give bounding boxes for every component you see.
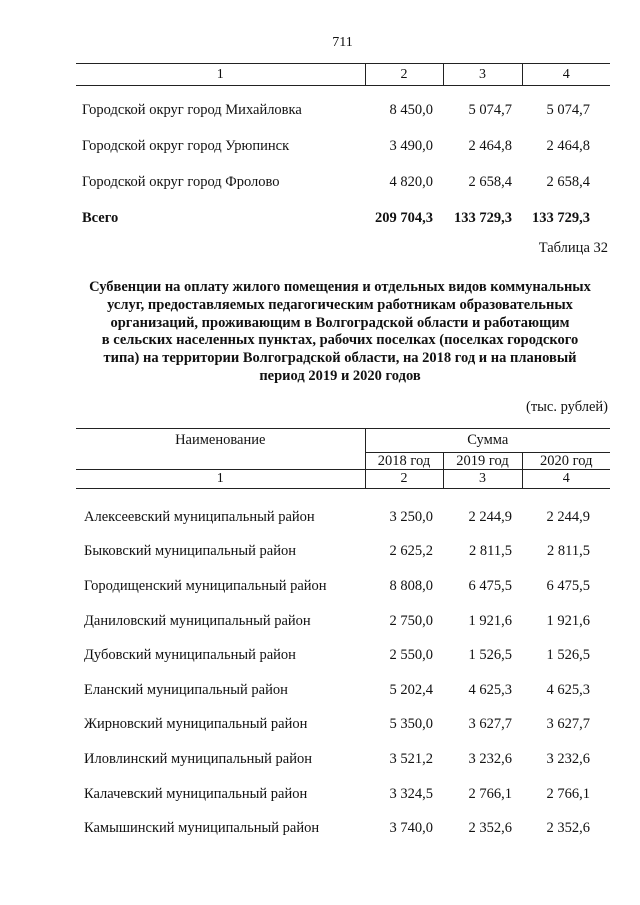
value-2020: 5 074,7 [546,101,590,118]
row-name: Быковский муниципальный район [84,543,296,560]
value-2020: 2 658,4 [546,173,590,190]
column-number: 4 [522,64,610,86]
header-year: 2020 год [522,453,610,470]
table-number: Таблица 32 [538,240,608,256]
table-title [70,279,610,386]
title-line: типа) на территории Волгоградской области, на 2018 год и на плановый [103,350,577,367]
row-name: Городищенский муниципальный район [84,577,327,594]
title-line: период 2019 и 2020 годов [259,367,421,384]
value-2019: 4 625,3 [468,681,512,698]
table-row [76,92,610,128]
value-2019: 3 627,7 [468,716,512,733]
row-name: Городской округ город Михайловка [82,101,302,118]
value-2019: 1 526,5 [468,647,512,664]
header-name: Наименование [76,429,365,470]
value-2020: 6 475,5 [546,577,590,594]
value-2018: 3 521,2 [389,750,433,767]
value-2019: 6 475,5 [468,577,512,594]
table-row [76,777,610,812]
value-2020: 2 811,5 [547,543,590,560]
row-name: Еланский муниципальный район [84,681,288,698]
value-2018: 5 350,0 [389,716,433,733]
value-2020: 2 244,9 [546,508,590,525]
column-number-row [76,64,610,86]
column-number: 3 [443,64,522,86]
table-row [76,604,610,639]
value-2019: 2 811,5 [469,543,512,560]
title-line: организаций, проживающим в Волгоградской области и работающим [110,314,570,331]
row-name: Камышинский муниципальный район [84,820,320,837]
title-line: Субвенции на оплату жилого помещения и отдельных видов коммунальных [89,279,591,295]
column-number: 3 [443,470,522,489]
value-2019: 2 658,4 [468,173,512,190]
table-row [76,535,610,570]
table-row [76,500,610,535]
table-row [76,742,610,777]
value-2020: 4 625,3 [546,681,590,698]
value-2020: 1 526,5 [546,647,590,664]
total-row [76,200,610,236]
table-row [76,638,610,673]
header-year: 2018 год [365,453,443,470]
value-2020: 2 766,1 [546,785,590,802]
value-2018: 2 550,0 [389,647,433,664]
row-name: Калачевский муниципальный район [84,785,308,802]
column-number-row [76,470,610,489]
value-2018: 3 250,0 [389,508,433,525]
value-2019: 1 921,6 [468,612,512,629]
table-row [76,569,610,604]
page-number: 711 [332,35,353,50]
value-2019: 3 232,6 [468,750,512,767]
total-2019: 133 729,3 [454,209,512,226]
row-name: Алексеевский муниципальный район [84,508,315,525]
table-row [76,811,610,846]
value-2020: 2 464,8 [546,137,590,154]
value-2019: 2 244,9 [468,508,512,525]
value-2018: 2 750,0 [389,612,433,629]
row-name: Городской округ город Урюпинск [82,137,290,154]
table-row [76,128,610,164]
table-row [76,673,610,708]
value-2019: 2 464,8 [468,137,512,154]
value-2018: 2 625,2 [389,543,433,560]
column-number: 2 [365,64,443,86]
row-name: Даниловский муниципальный район [84,612,311,629]
title-line: услуг, предоставляемых педагогическим работникам образовательных [107,296,573,313]
column-number: 2 [365,470,443,489]
title-line: в сельских населенных пунктах, рабочих поселках (поселках городского [101,332,579,349]
value-2020: 3 232,6 [546,750,590,767]
total-label: Всего [82,209,119,226]
value-2020: 1 921,6 [546,612,590,629]
row-name: Иловлинский муниципальный район [84,750,312,767]
value-2019: 2 766,1 [468,785,512,802]
subvention-table [76,428,610,846]
total-2018: 209 704,3 [375,209,433,226]
column-number: 4 [522,470,610,489]
header-sum: Сумма [365,429,610,453]
row-name: Жирновский муниципальный район [84,716,308,733]
value-2018: 5 202,4 [389,681,433,698]
value-2018: 3 324,5 [389,785,433,802]
value-2020: 2 352,6 [546,820,590,837]
units-note: (тыс. рублей) [526,399,608,415]
column-number: 1 [76,64,365,86]
total-2020: 133 729,3 [532,209,590,226]
value-2018: 8 450,0 [389,101,433,118]
value-2018: 8 808,0 [389,577,433,594]
value-2018: 3 740,0 [389,820,433,837]
value-2020: 3 627,7 [546,716,590,733]
column-number: 1 [76,470,365,489]
row-name: Городской округ город Фролово [82,173,280,190]
value-2018: 4 820,0 [389,173,433,190]
value-2019: 5 074,7 [468,101,512,118]
table-row [76,164,610,200]
table-row [76,708,610,743]
header-year: 2019 год [443,453,522,470]
value-2018: 3 490,0 [389,137,433,154]
value-2019: 2 352,6 [468,820,512,837]
row-name: Дубовский муниципальный район [84,647,296,664]
continuation-table [76,63,610,236]
